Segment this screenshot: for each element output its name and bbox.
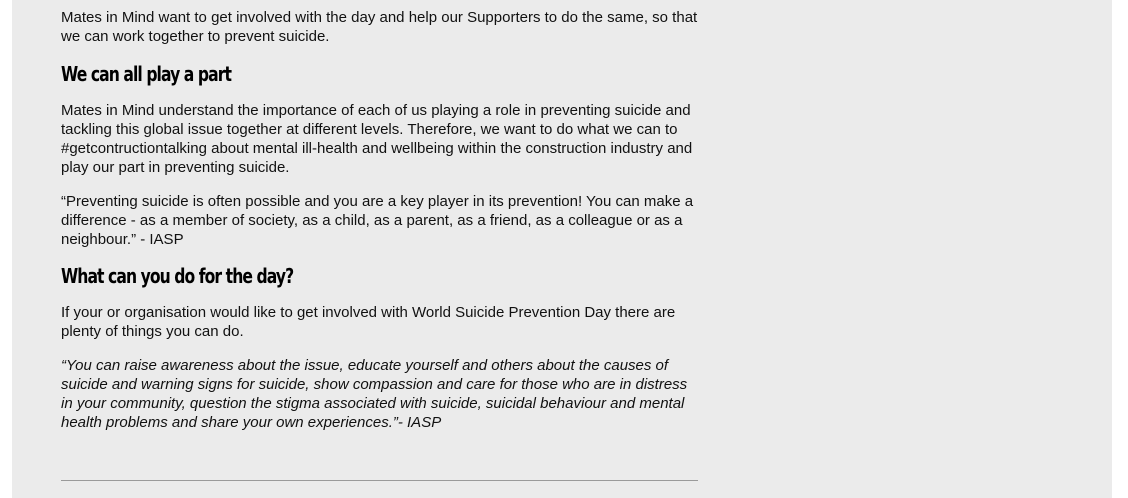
heading-what-can-you-do: What can you do for the day? <box>61 264 294 288</box>
heading-play-a-part: We can all play a part <box>61 62 232 86</box>
intro-paragraph: Mates in Mind want to get involved with the day and help our Supporters to do the same, so that we can work together to prevent suicide. <box>61 9 698 45</box>
iasp-italic-quote: “You can raise awareness about the issue, educate yourself and others about the causes of suicide and warning signs for suicide, show compassion and care for those who are in distress in your community, question the stigma associated with suicide, suicidal behaviour and mental health problems and share your own experiences.”- IASP <box>61 357 688 431</box>
article-panel <box>12 0 1112 498</box>
section-divider <box>61 480 698 481</box>
what-can-you-do-paragraph: If your or organisation would like to get involved with World Suicide Prevention Day there are plenty of things you can do. <box>61 304 676 340</box>
play-a-part-paragraph: Mates in Mind understand the importance of each of us playing a role in preventing suicide and tackling this global issue together at different levels. Therefore, we want to do what we can to #getcontructiontalking about mental ill-health and wellbeing within the construction industry and play our part in preventing suicide. <box>61 102 693 176</box>
iasp-quote-paragraph: “Preventing suicide is often possible and you are a key player in its prevention! You can make a difference - as a member of society, as a child, as a parent, as a friend, as a colleague or as a neighbour.” - IASP <box>61 193 694 248</box>
